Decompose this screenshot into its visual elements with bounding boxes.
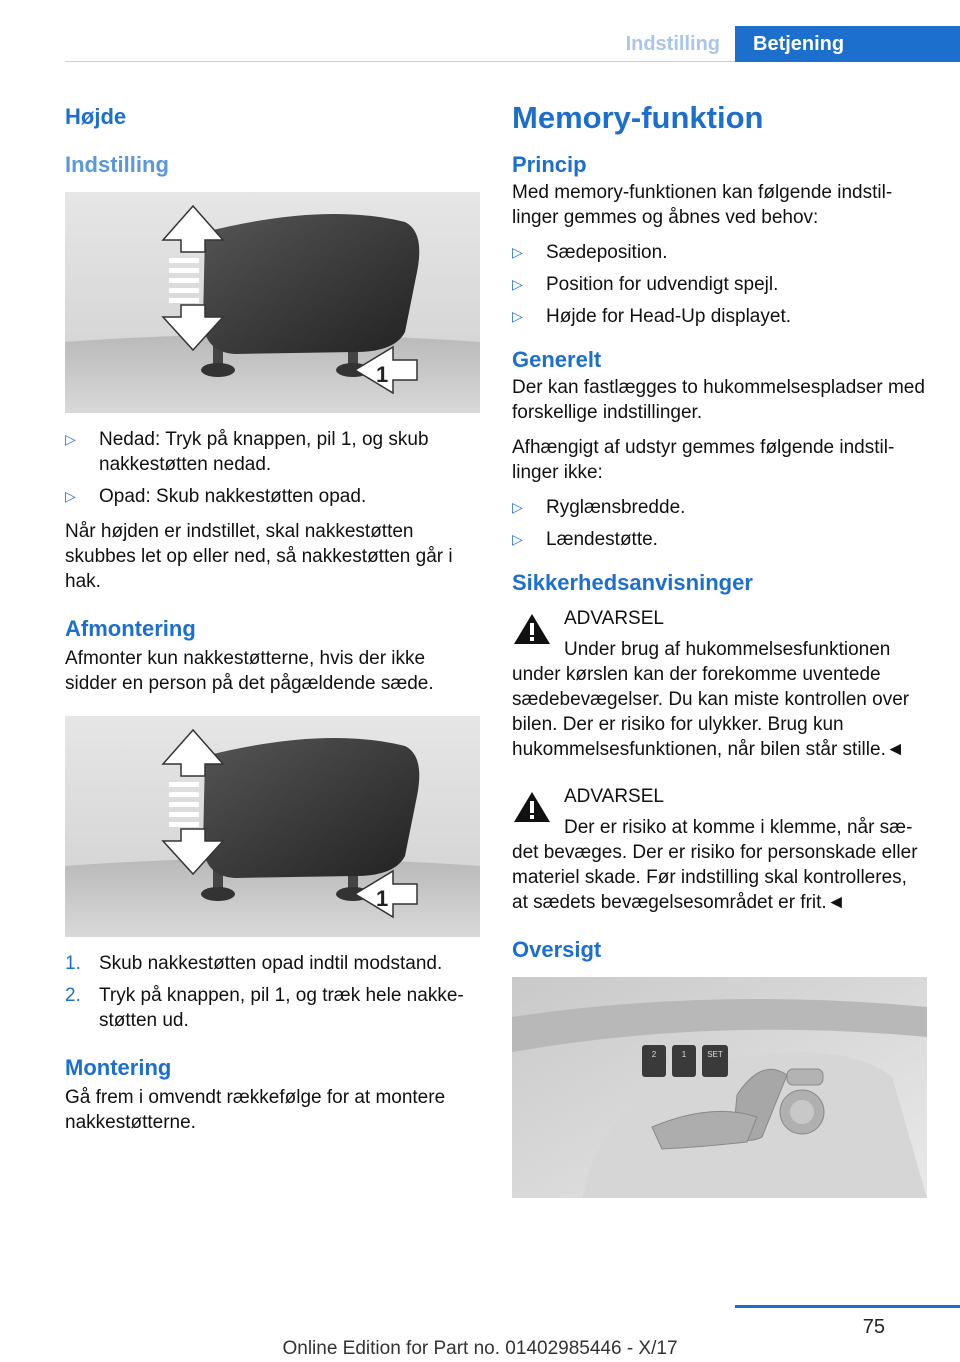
memory-button-set: SET (707, 1050, 723, 1059)
warning-text: Under brug af hukommelsesfunktionen under kørslen kan der forekomme uventede sædebevægelser. Du kan miste kontrollen over bilen. Der er risiko for ulykker. Brug kun hukommelsesfunktionen, når bilen står stille.◄ (512, 639, 910, 760)
list-item: ▷ Lændestøtte. (512, 529, 658, 550)
list-item: ▷ Ryglænsbredde. (512, 497, 686, 518)
page-number: 75 (862, 1316, 885, 1338)
heading-removal: Afmontering (65, 616, 196, 641)
section-heading-height: Højde (65, 104, 127, 129)
headrest-figure-1 (65, 192, 480, 413)
triangle-right-icon: ▷ (65, 488, 76, 504)
height-list (65, 427, 480, 509)
heading-general: Generelt (512, 347, 602, 372)
list-item: ▷ Opad: Skub nakkestøtten opad. (65, 486, 367, 507)
heading-installation: Montering (65, 1055, 172, 1080)
heading-safety: Sikkerhedsanvisninger (512, 570, 753, 595)
list-item: ▷ Nedad: Tryk på knappen, pil 1, og skub nakkestøtten nedad. (65, 429, 429, 475)
heading-overview: Oversigt (512, 937, 602, 962)
installation-text: Gå frem i omvendt rækkefølge for at montere nakkestøtterne. (65, 1087, 446, 1133)
memory-button-2: 2 (651, 1050, 657, 1059)
memory-buttons (642, 1045, 728, 1077)
seat-controls-figure (512, 977, 927, 1198)
header-section: Indstilling (625, 33, 720, 55)
warning-block (512, 606, 927, 762)
footer-edition: Online Edition for Part no. 01402985446 - X/17 (282, 1338, 678, 1359)
general-text-2: Afhængigt af udstyr gemmes følgende indstillinger ikke: (512, 437, 895, 483)
general-text-1: Der kan fastlægges to hukommelsespladser med forskellige indstillinger. (512, 377, 925, 423)
warning-block (512, 784, 927, 915)
subheading-setting: Indstilling (65, 152, 169, 177)
warning-label: ADVARSEL (564, 608, 664, 629)
height-paragraph: Når højden er indstillet, skal nakkestøtten skubbes let op eller ned, så nakkestøtten går i hak. (65, 521, 453, 592)
list-item: ▷ Sædeposition. (512, 242, 668, 263)
right-column (512, 98, 927, 1212)
warning-triangle-icon (512, 612, 552, 646)
removal-text: Afmonter kun nakkestøtterne, hvis der ikke sidder en person på det pågældende sæde. (65, 648, 434, 694)
memory-button-1: 1 (681, 1050, 687, 1059)
list-item: ▷ Højde for Head-Up displayet. (512, 306, 791, 327)
headrest-figure-2 (65, 716, 480, 937)
triangle-right-icon: ▷ (65, 431, 76, 447)
footer-rule (735, 1305, 960, 1308)
list-item: 1. Skub nakkestøtten opad indtil modstand. (65, 953, 443, 974)
page-title: Memory-funktion (512, 100, 764, 135)
figure-callout-1: 1 (376, 362, 389, 387)
triangle-right-icon: ▷ (512, 308, 523, 324)
principle-list (512, 240, 927, 329)
step-number: 1. (65, 953, 81, 974)
header-chapter-tab[interactable]: Betjening (735, 26, 960, 62)
warning-text: Der er risiko at komme i klemme, når sædet bevæges. Der er risiko for personskade eller materiel skade. Før indstilling skal kontrolleres, at sædets bevægelsesområdet er frit.◄ (512, 817, 918, 913)
warning-triangle-icon (512, 790, 552, 824)
general-list (512, 495, 927, 552)
warning-label: ADVARSEL (564, 786, 664, 807)
heading-principle: Princip (512, 152, 587, 177)
left-column (65, 98, 480, 1145)
step-number: 2. (65, 985, 81, 1006)
removal-steps (65, 951, 480, 1033)
triangle-right-icon: ▷ (512, 499, 523, 515)
triangle-right-icon: ▷ (512, 531, 523, 547)
figure-callout-1: 1 (376, 886, 389, 911)
triangle-right-icon: ▷ (512, 276, 523, 292)
list-item: ▷ Position for udvendigt spejl. (512, 274, 779, 295)
triangle-right-icon: ▷ (512, 244, 523, 260)
list-item: 2. Tryk på knappen, pil 1, og træk hele nakkestøtten ud. (65, 985, 464, 1031)
principle-text: Med memory-funktionen kan følgende indstillinger gemmes og åbnes ved behov: (512, 182, 893, 228)
